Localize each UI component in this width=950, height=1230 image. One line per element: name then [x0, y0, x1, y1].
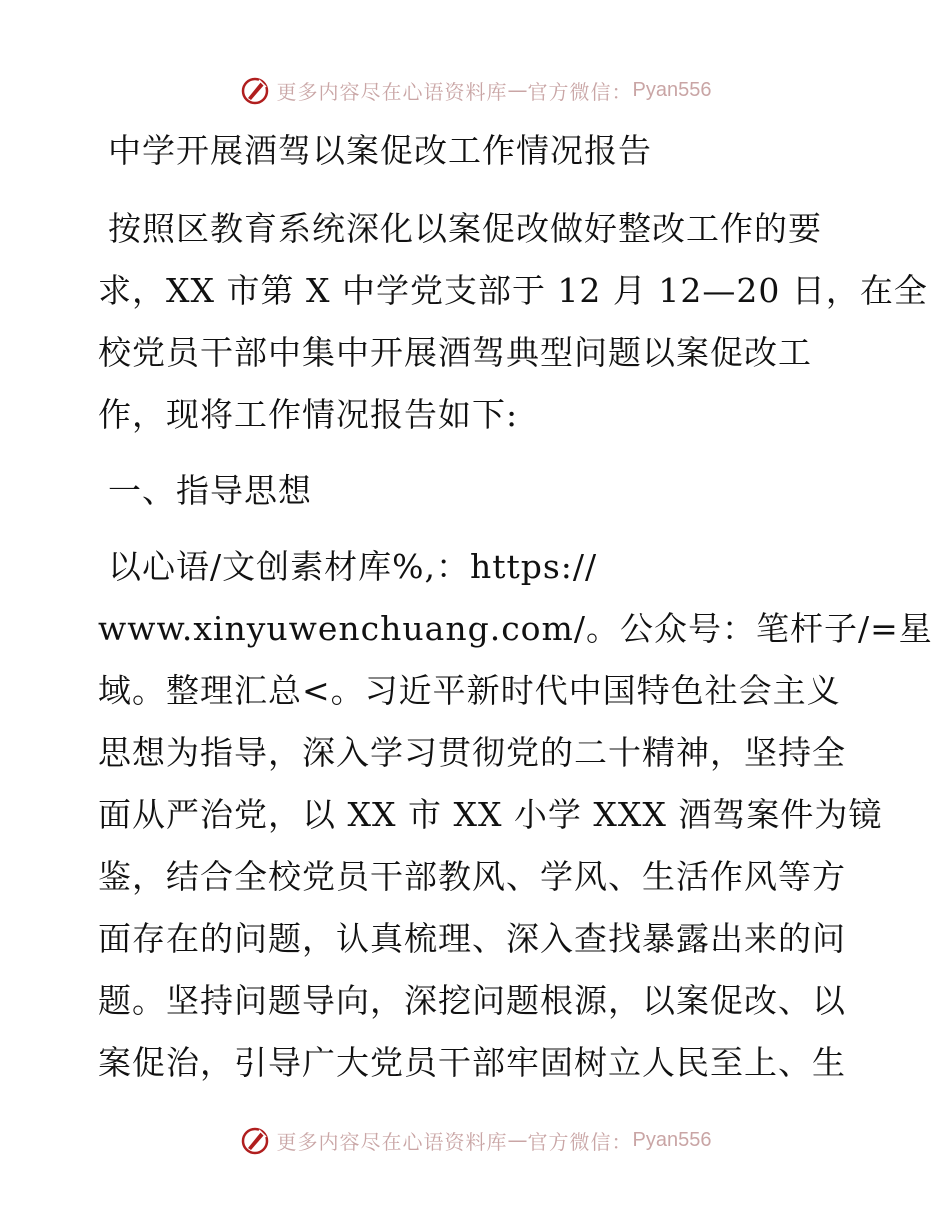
paragraph-line: 面存在的问题，认真梳理、深入查找暴露出来的问 — [98, 919, 846, 958]
paragraph-line: 求，XX 市第 X 中学党支部于 12 月 12—20 日，在全 — [98, 271, 928, 310]
document-title: 中学开展酒驾以案促改工作情况报告 — [108, 131, 652, 170]
paragraph-line: 案促治，引导广大党员干部牢固树立人民至上、生 — [98, 1043, 846, 1082]
watermark-sub-text: 官方微信： — [527, 1129, 633, 1154]
paragraph-line: 思想为指导，深入学习贯彻党的二十精神，坚持全 — [98, 733, 846, 772]
paragraph-line: 按照区教育系统深化以案促改做好整改工作的要 — [108, 209, 822, 248]
paragraph-line: 以心语/文创素材库%,：https:// — [108, 547, 598, 586]
paragraph-line: 校党员干部中集中开展酒驾典型问题以案促改工 — [98, 333, 812, 372]
paragraph-line: 题。坚持问题导向，深挖问题根源，以案促改、以 — [98, 981, 846, 1020]
header-watermark — [0, 70, 950, 110]
watermark-dash: — — [507, 1128, 528, 1152]
pen-logo-icon — [239, 74, 271, 106]
paragraph-guiding-thought — [98, 536, 933, 1094]
watermark-wechat-id: Pyan556 — [632, 1128, 712, 1151]
section-heading: 一、指导思想 — [108, 471, 312, 510]
paragraph-line: 作，现将工作情况报告如下: — [98, 395, 519, 434]
pen-logo-icon — [239, 1124, 271, 1156]
watermark-main-text: 更多内容尽在心语资料库 — [276, 1129, 508, 1154]
footer-watermark — [0, 1120, 950, 1160]
document-body — [98, 120, 933, 1094]
paragraph-intro — [98, 198, 928, 446]
watermark-wechat-id: Pyan556 — [632, 78, 712, 101]
paragraph-line: 面从严治党，以 XX 市 XX 小学 XXX 酒驾案件为镜 — [98, 795, 883, 834]
paragraph-line: 鉴，结合全校党员干部教风、学风、生活作风等方 — [98, 857, 846, 896]
watermark-main-text: 更多内容尽在心语资料库 — [276, 79, 508, 104]
watermark-sub-text: 官方微信： — [527, 79, 633, 104]
watermark-dash: — — [507, 78, 528, 102]
paragraph-line: 域。整理汇总<。习近平新时代中国特色社会主义 — [98, 671, 841, 710]
paragraph-line: www.xinyuwenchuang.com/。公众号：笔杆子/=星 — [98, 609, 933, 648]
